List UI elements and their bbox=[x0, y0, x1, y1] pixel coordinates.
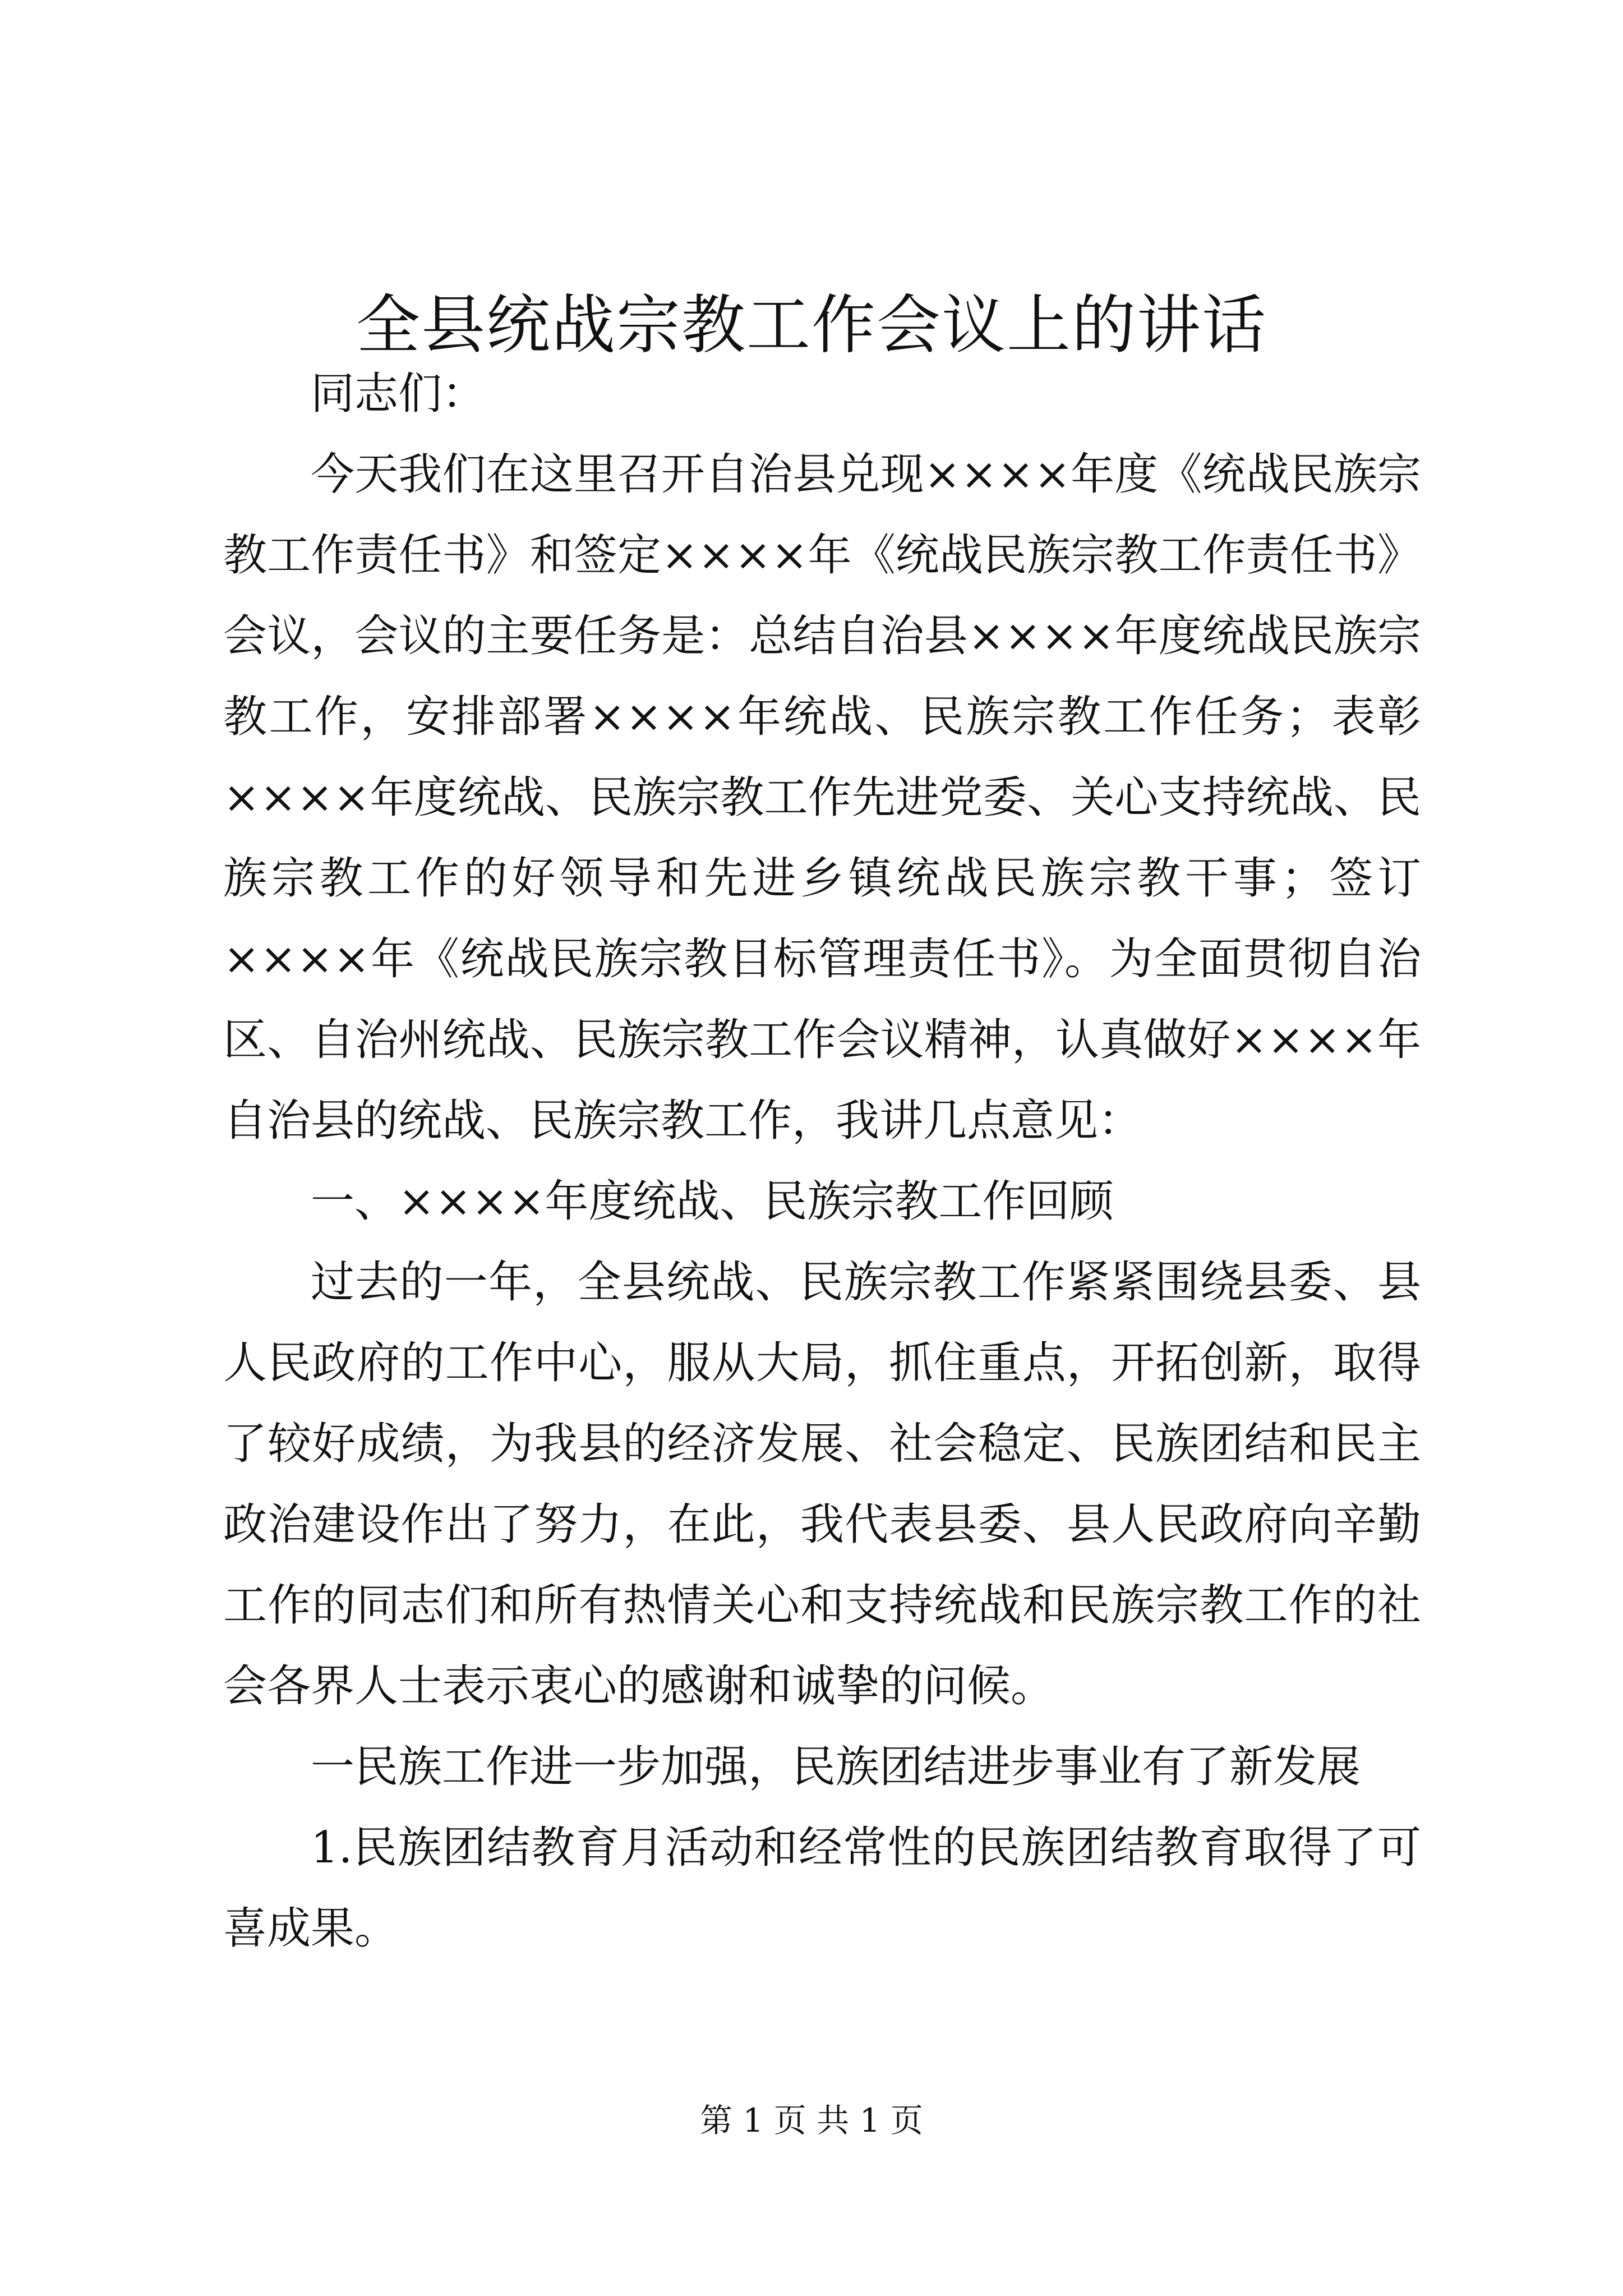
paragraph-item-1: 1.民族团结教育月活动和经常性的民族团结教育取得了可喜成果。 bbox=[223, 1823, 1421, 1954]
paragraph-intro: 今天我们在这里召开自治县兑现××××年度《统战民族宗教工作责任书》和签定××××年《统战民族宗教工作责任书》会议，会议的主要任务是：总结自治县××××年度统战民族宗教工作，安排部署××××年统战、民族宗教工作任务；表彰××××年度统战、民族宗教工作先进党委、关心支持统战、民族宗教工作的好领导和先进乡镇统战民族宗教干事；签订××××年《统战民族宗教目标管理责任书》。为全面贯彻自治区、自治州统战、民族宗教工作会议精神，认真做好××××年自治县的统战、民族宗教工作，我讲几点意见： bbox=[223, 449, 1421, 1146]
document-title: 全县统战宗教工作会议上的讲话 bbox=[356, 288, 1267, 362]
subsection-heading: 一民族工作进一步加强，民族团结进步事业有了新发展 bbox=[311, 1742, 1361, 1792]
document-body bbox=[223, 353, 1421, 1969]
section-heading-1: 一、××××年度统战、民族宗教工作回顾 bbox=[311, 1176, 1114, 1227]
salutation: 同志们： bbox=[311, 369, 486, 419]
paragraph-review: 过去的一年，全县统战、民族宗教工作紧紧围绕县委、县人民政府的工作中心，服从大局，抓住重点，开拓创新，取得了较好成绩，为我县的经济发展、社会稳定、民族团结和民主政治建设作出了努力，在此，我代表县委、县人民政府向辛勤工作的同志们和所有热情关心和支持统战和民族宗教工作的社会各界人士表示衷心的感谢和诚挚的问候。 bbox=[223, 1257, 1421, 1711]
page-footer: 第 1 页 共 1 页 bbox=[700, 2101, 923, 2139]
